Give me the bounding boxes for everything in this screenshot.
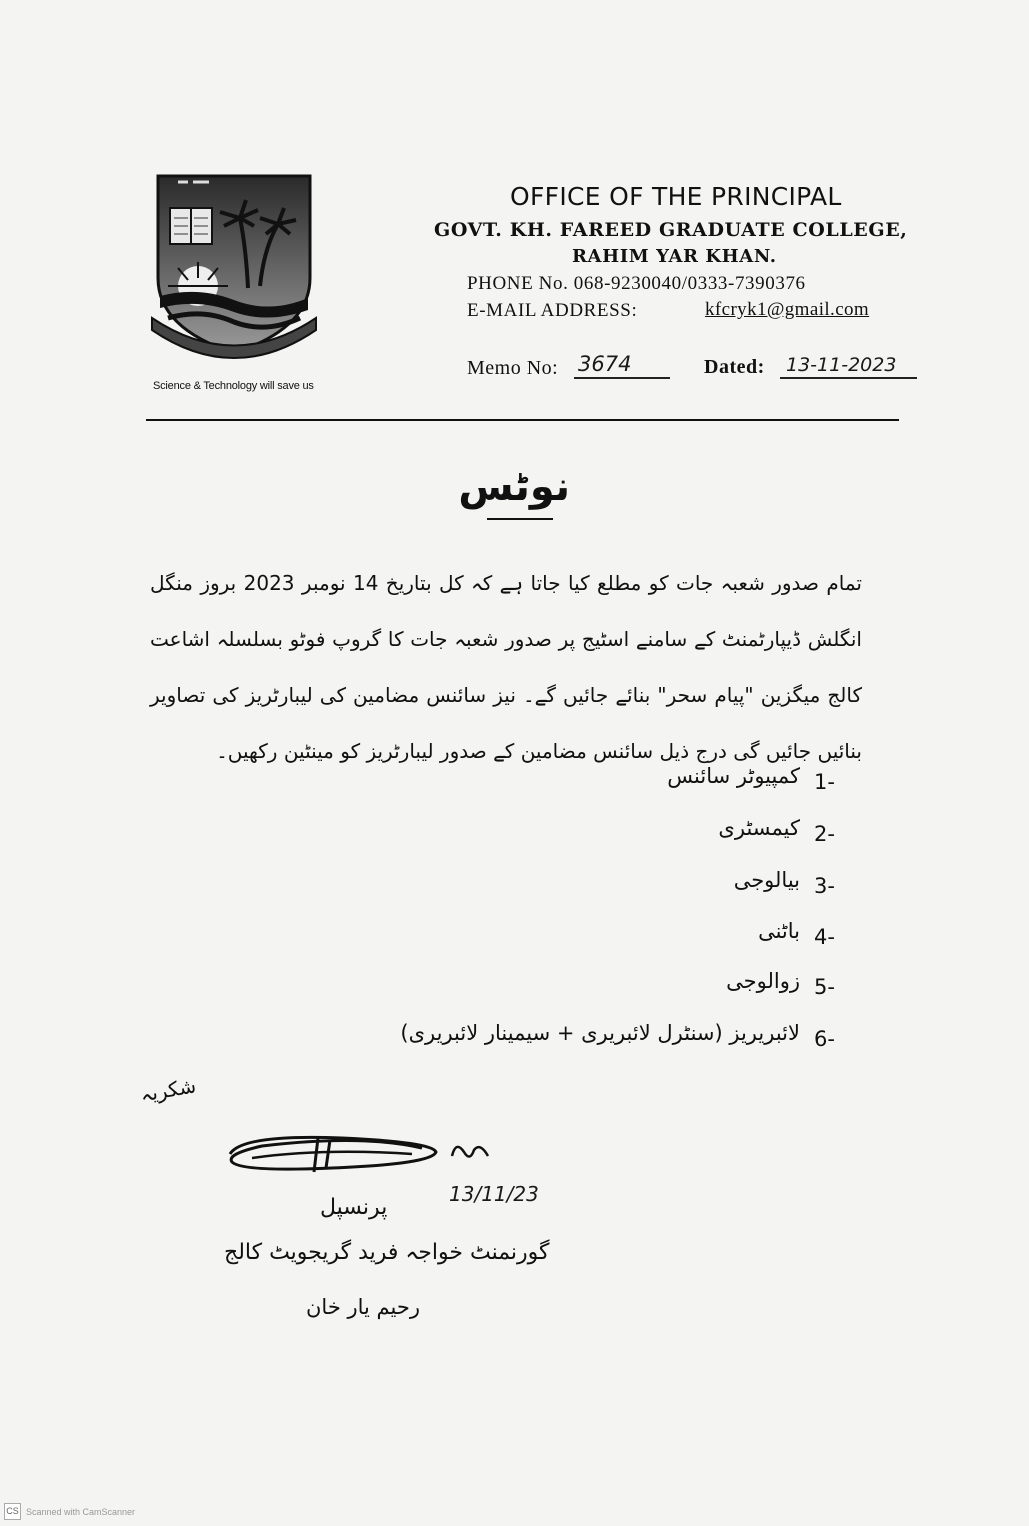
dated-underline bbox=[780, 377, 917, 379]
email-label: E-MAIL ADDRESS: bbox=[467, 300, 638, 321]
camscanner-icon: CS bbox=[4, 1503, 21, 1520]
office-title: OFFICE OF THE PRINCIPAL bbox=[510, 182, 842, 211]
list-item-number: 4- bbox=[814, 925, 835, 949]
signatory-college: گورنمنٹ خواجہ فرید گریجویٹ کالج bbox=[224, 1240, 550, 1265]
list-item: لائبریریز (سنٹرل لائبریری + سیمینار لائبریری) bbox=[400, 1021, 800, 1045]
list-item: بیالوجی bbox=[733, 868, 800, 892]
signature-date: 13/11/23 bbox=[449, 1182, 539, 1206]
notice-title: نوٹس bbox=[458, 464, 570, 510]
list-item: زوالوجی bbox=[726, 969, 800, 993]
thanks-note: شکریہ bbox=[138, 1073, 198, 1107]
college-name: GOVT. KH. FAREED GRADUATE COLLEGE, bbox=[434, 219, 908, 241]
list-item-number: 3- bbox=[814, 874, 835, 898]
signatory-title: پرنسپل bbox=[320, 1195, 388, 1220]
signatory-city: رحیم یار خان bbox=[306, 1295, 420, 1319]
list-item-number: 2- bbox=[814, 822, 835, 846]
dated-value: 13-11-2023 bbox=[786, 354, 897, 376]
header-divider bbox=[146, 419, 899, 421]
memo-underline bbox=[574, 377, 670, 379]
list-item: کیمسٹری bbox=[718, 816, 800, 840]
list-item: باٹنی bbox=[758, 919, 800, 943]
dated-label: Dated: bbox=[704, 356, 765, 378]
list-item: کمپیوٹر سائنس bbox=[667, 764, 800, 788]
college-crest-logo bbox=[148, 168, 320, 373]
memo-number: 3674 bbox=[578, 352, 632, 376]
list-item-number: 1- bbox=[814, 770, 835, 794]
list-item-number: 5- bbox=[814, 975, 835, 999]
phone-line: PHONE No. 068-9230040/0333-7390376 bbox=[467, 273, 806, 294]
list-item-number: 6- bbox=[814, 1027, 835, 1051]
notice-title-underline bbox=[487, 518, 553, 520]
scanner-watermark: Scanned with CamScanner bbox=[26, 1507, 136, 1517]
email-address: kfcryk1@gmail.com bbox=[705, 299, 870, 320]
college-motto: Science & Technology will save us bbox=[153, 380, 314, 392]
notice-body: تمام صدور شعبہ جات کو مطلع کیا جاتا ہے کہ کل بتاریخ 14 نومبر 2023 بروز منگل انگلش ڈیپارٹمنٹ کے سامنے اسٹیج پر صدور شعبہ جات کا گروپ فوٹو بسلسلہ اشاعت کالج میگزین "پیام سحر" بنائے جائیں گے۔ نیز سائنس مضامین کی لیبارٹریز کی تصاویر بنائیں جائیں گی درج ذیل سائنس مضامین کے صدور لیبارٹریز کو مینٹین رکھیں۔ bbox=[150, 571, 862, 763]
memo-label: Memo No: bbox=[467, 357, 559, 379]
college-city: RAHIM YAR KHAN. bbox=[572, 246, 777, 267]
